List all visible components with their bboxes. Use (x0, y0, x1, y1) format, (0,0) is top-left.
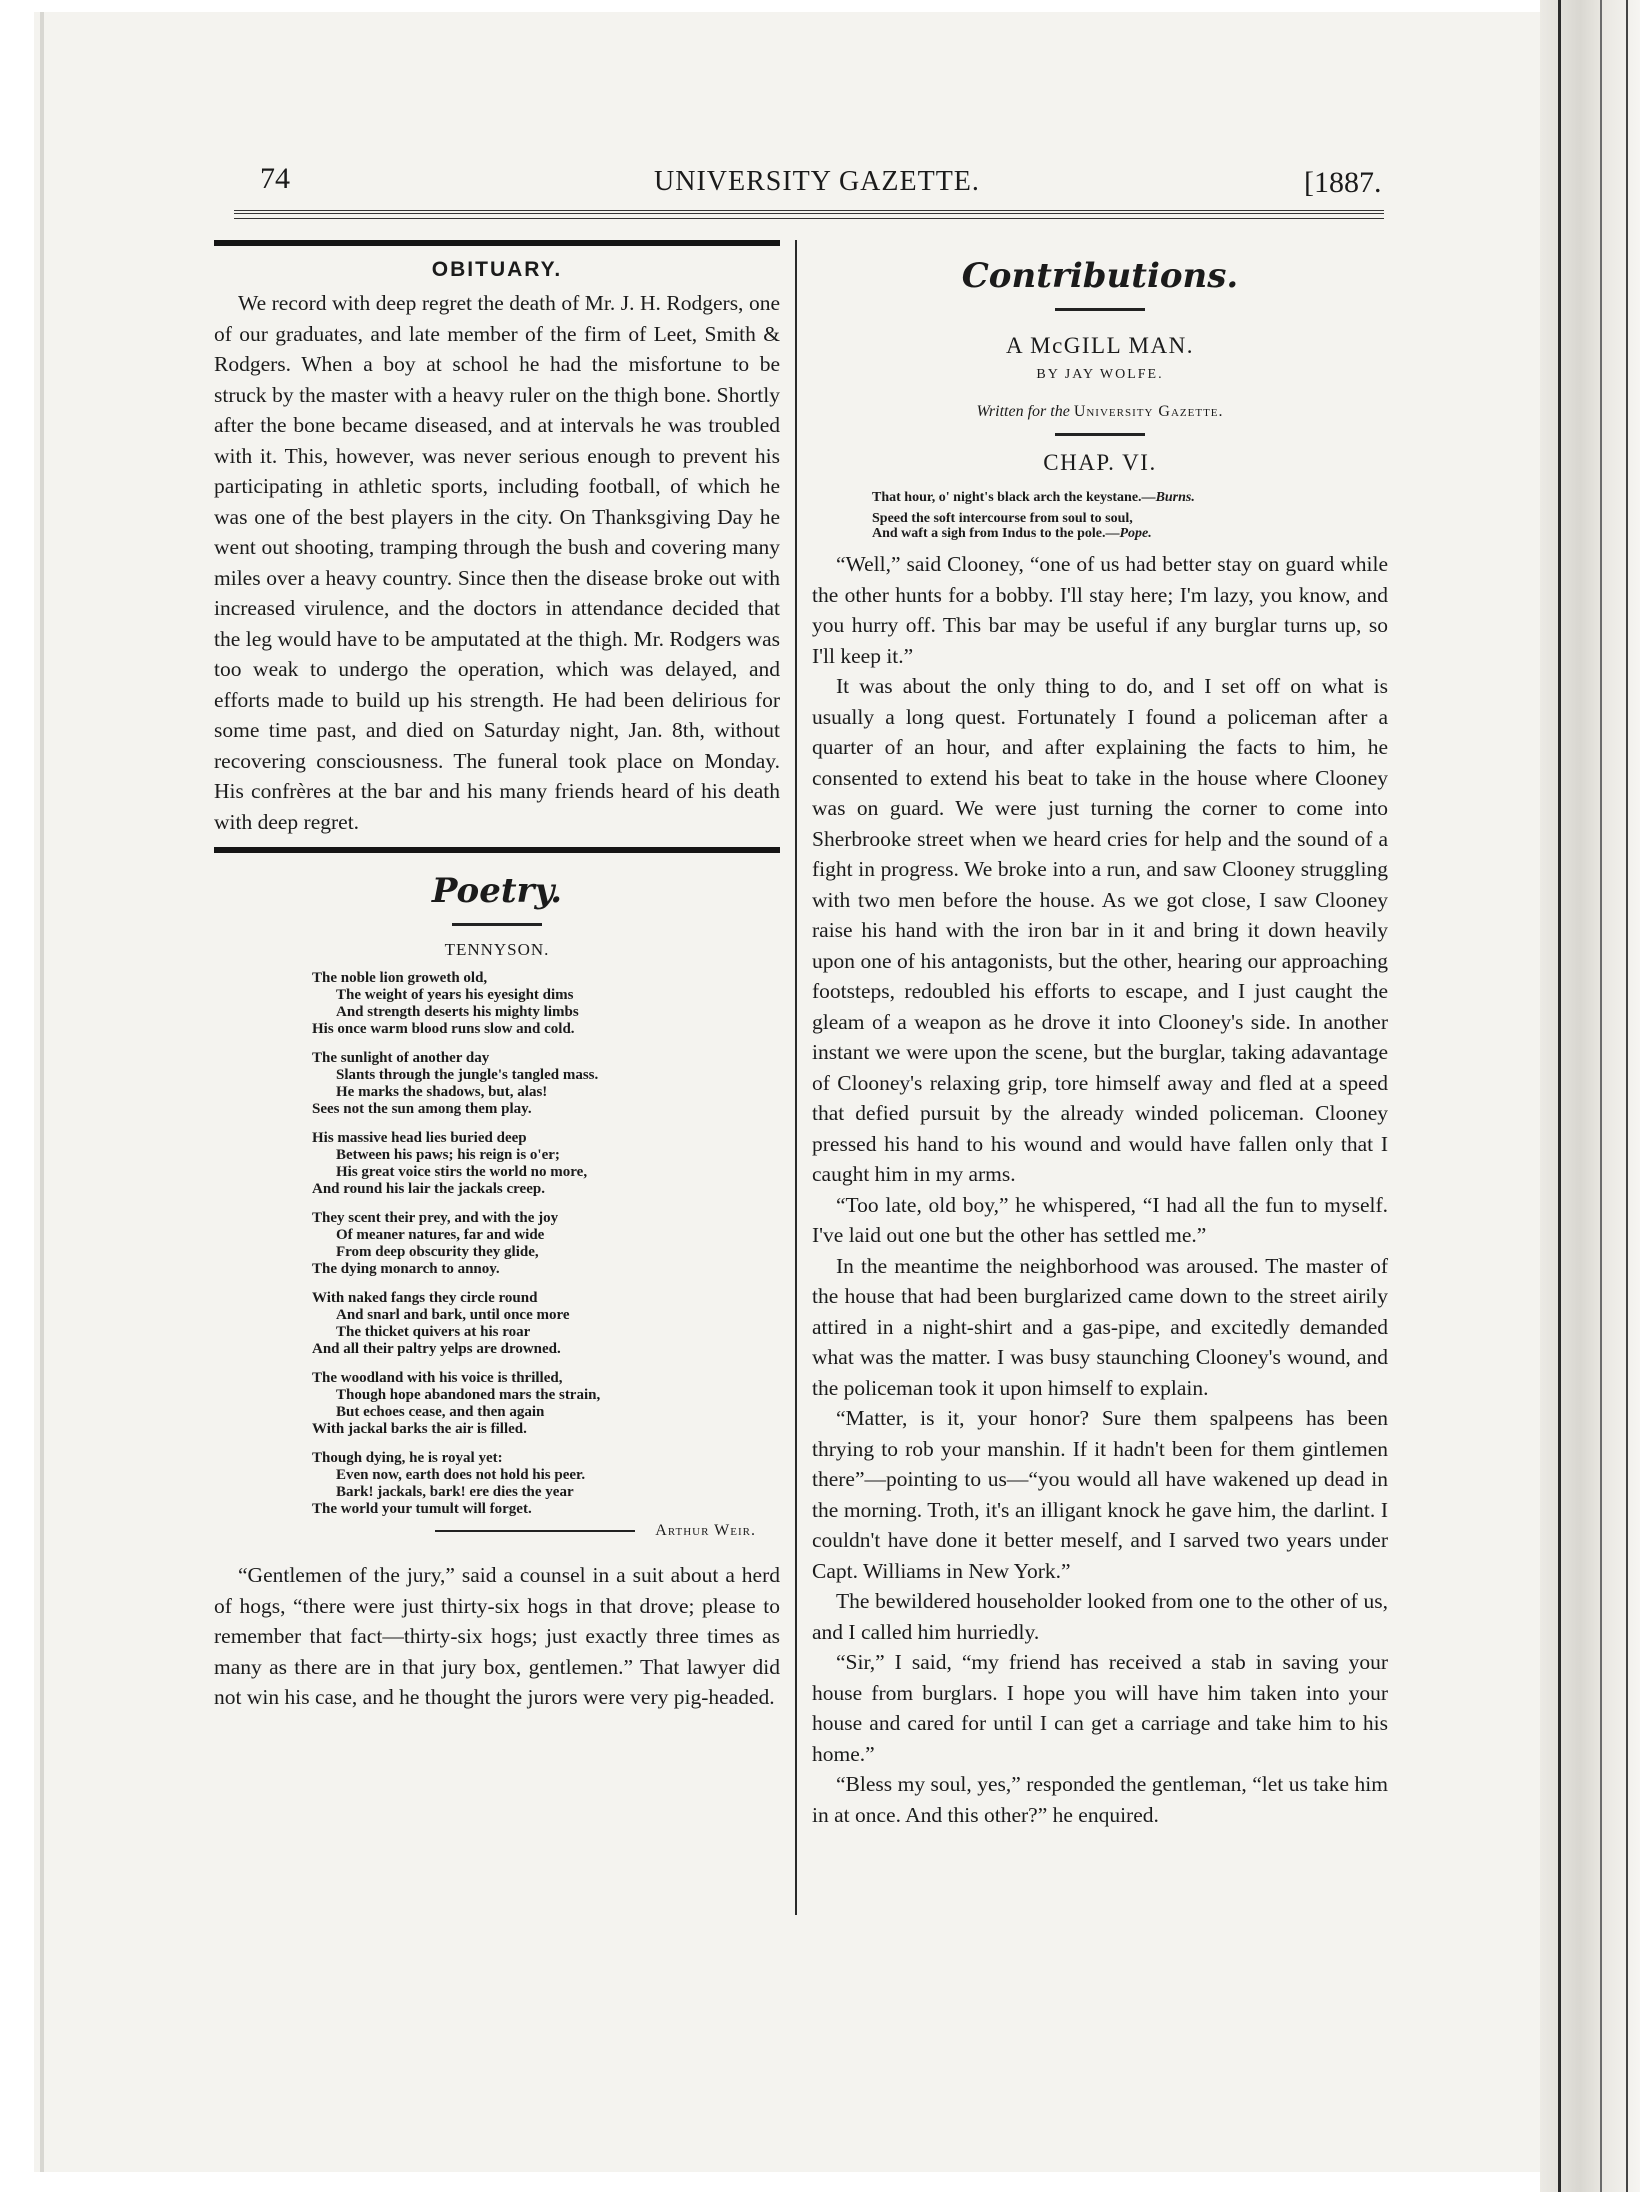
poem-line: The sunlight of another day (312, 1050, 490, 1066)
story-paragraph: “Matter, is it, your honor? Sure them spalpeens has been thrying to rob your manshin. If it hadn't been for them gintlemen there”—pointing to us—“you would all have wakened up dead in the morning. Troth, it's an illigant knock he gave him, the darlint. I couldn't have done it better meself, and I sarved two years under Capt. Williams in New York.” (812, 1406, 1388, 1583)
obituary-bottom-rule (214, 847, 780, 853)
poetry-heading: Poetry. (431, 871, 563, 911)
story-title: A McGILL MAN. (1006, 333, 1194, 358)
story-paragraph: “Bless my soul, yes,” responded the gentleman, “let us take him in at once. And this other?” he enquired. (812, 1772, 1388, 1827)
contributions-heading: Contributions. (961, 256, 1239, 296)
author-rule (435, 1530, 635, 1532)
running-header (234, 158, 1384, 218)
poem-line: Though hope abandoned mars the strain, (336, 1387, 601, 1403)
poem-line: He marks the shadows, but, alas! (336, 1084, 548, 1100)
epigraph-source: Pope. (1119, 526, 1152, 541)
epigraph-line: That hour, o' night's black arch the keystane.— (872, 490, 1156, 505)
poem-line: They scent their prey, and with the joy (312, 1210, 559, 1226)
poem-line: Bark! jackals, bark! ere dies the year (336, 1484, 574, 1500)
written-for-publication: University Gazette. (1073, 403, 1224, 420)
poem-stanza (312, 1290, 780, 1358)
poem-line: But echoes cease, and then again (336, 1404, 545, 1420)
page-year: [1887. (1304, 166, 1382, 199)
story-paragraph: “Well,” said Clooney, “one of us had better stay on guard while the other hunts for a bobby. I'll stay here; I'm lazy, you know, and you hurry off. This bar may be useful if any burglar turns up, so I'll keep it.” (812, 552, 1388, 668)
left-column (214, 240, 780, 1713)
story-paragraph: The bewildered householder looked from one to the other of us, and I called him hurriedly. (812, 1589, 1388, 1644)
written-for-line (812, 403, 1388, 421)
anecdote-text (214, 1560, 780, 1713)
poem-line: His great voice stirs the world no more, (336, 1164, 588, 1180)
poem-line: The thicket quivers at his roar (336, 1324, 531, 1340)
story-paragraph: In the meantime the neighborhood was aroused. The master of the house that had been burglarized came down to the street airily attired in a night-shirt and a gas-pipe, and excitedly demanded what was the matter. I was busy staunching Clooney's wound, and the policeman took it upon himself to explain. (812, 1253, 1388, 1400)
poem-author-line (214, 1522, 780, 1540)
poem-line: Even now, earth does not hold his peer. (336, 1467, 586, 1483)
poem-line: The noble lion groweth old, (312, 970, 488, 986)
poem-line: His massive head lies buried deep (312, 1130, 527, 1146)
contributions-rule (1055, 308, 1145, 311)
story-paragraph: It was about the only thing to do, and I set off on what is usually a long quest. Fortunately I found a policeman after a quarter of an hour, and after explaining the facts to him, he consented to extend his beat to take in the house where Clooney was on guard. We were just turning the corner to come into Sherbrooke street when we heard cries for help and the sound of a fight in progress. We broke into a run, and saw Clooney struggling with two men before the house. As we got close, I saw Clooney raise his hand with the iron bar in it and bring it down heavily upon one of his antagonists, but the other, hearing our approaching footsteps, redoubled his efforts to escape, and I just caught the gleam of a weapon as he drove it into Clooney's side. In another instant we were upon the scene, but the burglar, taking adavantage of Clooney's relaxing grip, tore himself away and fled at a speed that defied pursuit by the already winded policeman. Clooney pressed his hand to his wound and would have fallen only that I caught him in my arms. (812, 674, 1388, 1186)
page-number: 74 (260, 162, 290, 195)
poem-line: The woodland with his voice is thrilled, (312, 1370, 563, 1386)
poem-line: The world your tumult will forget. (312, 1501, 532, 1517)
poem-stanza (312, 1050, 780, 1118)
story-paragraph: “Too late, old boy,” he whispered, “I had all the fun to myself. I've laid out one but the other has settled me.” (812, 1192, 1388, 1247)
column-divider (795, 240, 797, 1915)
story-text (812, 549, 1388, 1830)
epigraph-line: And waft a sigh from Indus to the pole.— (872, 526, 1120, 541)
binding-strip (1540, 0, 1640, 2192)
written-for-prefix: Written for the (976, 403, 1070, 420)
epigraph-burns (872, 490, 1388, 505)
chapter-heading: CHAP. VI. (1043, 450, 1157, 475)
epigraph-pope (872, 511, 1388, 541)
poem-line: And round his lair the jackals creep. (312, 1181, 545, 1197)
chapter-rule (1055, 433, 1145, 436)
poem-line: And snarl and bark, until once more (336, 1307, 570, 1323)
poem-line: Though dying, he is royal yet: (312, 1450, 503, 1466)
header-rule (234, 210, 1384, 214)
poem-line: From deep obscurity they glide, (336, 1244, 539, 1260)
poetry-rule (452, 923, 542, 926)
epigraph-source: Burns. (1155, 490, 1195, 505)
poem-line: And all their paltry yelps are drowned. (312, 1341, 561, 1357)
right-column (812, 240, 1388, 1830)
epigraph-line: Speed the soft intercourse from soul to soul, (872, 511, 1133, 526)
poem-stanza (312, 1210, 780, 1278)
poem-stanza (312, 970, 780, 1038)
poem-line: With jackal barks the air is filled. (312, 1421, 527, 1437)
poem-line: Between his paws; his reign is o'er; (336, 1147, 560, 1163)
poem-stanza (312, 1450, 780, 1518)
poem-line: His once warm blood runs slow and cold. (312, 1021, 575, 1037)
poem-author: Arthur Weir. (655, 1522, 756, 1539)
header-rule-2 (234, 218, 1384, 219)
publication-title: UNIVERSITY GAZETTE. (654, 166, 980, 197)
obituary-top-rule (214, 240, 780, 246)
poem-line: Of meaner natures, far and wide (336, 1227, 545, 1243)
story-paragraph: “Sir,” I said, “my friend has received a stab in saving your house from burglars. I hope you will have him taken into your house and cared for until I can get a carriage and take him to his home.” (812, 1650, 1388, 1766)
obituary-heading: OBITUARY. (431, 258, 563, 281)
obituary-paragraph: We record with deep regret the death of Mr. J. H. Rodgers, one of our graduates, and late member of the firm of Leet, Smith & Rodgers. When a boy at school he had the misfortune to be struck by the master with a heavy ruler on the thigh bone. Shortly after the bone became diseased, and at intervals he was troubled with it. This, however, was never serious enough to prevent his participating in athletic sports, including football, of which he was one of the best players in the city. On Thanksgiving Day he went out shooting, tramping through the bush and covering many miles over a heavy country. Since then the disease broke out with increased virulence, and the doctors in attendance decided that the leg would have to be amputated at the thigh. Mr. Rodgers was too weak to undergo the operation, which was delayed, and efforts made to build up his strength. He had been delirious for some time past, and died on Saturday night, Jan. 8th, without recovering consciousness. The funeral took place on Monday. His confrères at the bar and his many friends heard of his death with deep regret. (214, 291, 780, 834)
poem-line: The weight of years his eyesight dims (336, 987, 574, 1003)
poem-line: Sees not the sun among them play. (312, 1101, 532, 1117)
poem-stanza (312, 1130, 780, 1198)
poem-line: With naked fangs they circle round (312, 1290, 538, 1306)
poem-line: And strength deserts his mighty limbs (336, 1004, 579, 1020)
poem-line: The dying monarch to annoy. (312, 1261, 500, 1277)
story-byline: BY JAY WOLFE. (1036, 367, 1164, 382)
poem-line: Slants through the jungle's tangled mass. (336, 1067, 599, 1083)
page-edge (40, 12, 44, 2172)
epigraph (812, 490, 1388, 541)
obituary-text (214, 288, 780, 837)
anecdote-paragraph: “Gentlemen of the jury,” said a counsel in a suit about a herd of hogs, “there were just thirty-six hogs in that drove; please to remember that fact—thirty-six hogs; just exactly three times as many as there are in that jury box, gentlemen.” That lawyer did not win his case, and he thought the jurors were very pig-headed. (214, 1563, 780, 1709)
poem-title: TENNYSON. (444, 940, 550, 959)
poem-stanza (312, 1370, 780, 1438)
poem (312, 970, 780, 1518)
